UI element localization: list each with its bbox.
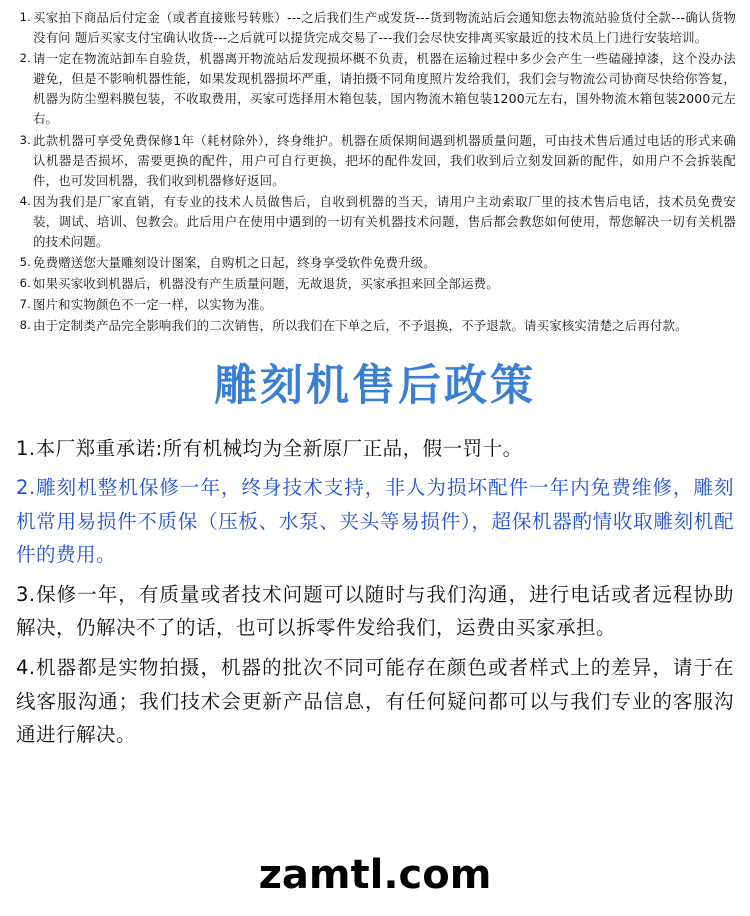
term-number: 6.	[19, 276, 31, 291]
policy-paragraph: 3.保修一年，有质量或者技术问题可以随时与我们沟通，进行电话或者远程协助解决，仍解决不了的话，也可以拆零件发给我们，运费由买家承担。	[16, 582, 734, 640]
term-number: 3.	[19, 132, 31, 147]
term-text: 因为我们是厂家直销，有专业的技术人员做售后，自收到机器的当天，请用户主动索取厂里的技术售后电话，技术员免费安装，调试、培训、包教会。此后用户在使用中遇到的一切有关机器技术问题，售后都会教您如何使用，帮您解决一切有关机器的技术问题。	[33, 193, 736, 250]
term-text: 由于定制类产品完全影响我们的二次销售，所以我们在下单之后，不予退换，不予退款。请买家核实清楚之后再付款。	[33, 318, 688, 334]
list-item	[14, 192, 736, 252]
term-text: 如果买家收到机器后，机器没有产生质量问题，无故退货，买家承担来回全部运费。	[33, 276, 499, 292]
term-number: 2.	[19, 51, 31, 66]
list-item	[14, 274, 736, 294]
term-number: 5.	[19, 255, 31, 270]
site-watermark: zamtl.com	[258, 852, 492, 898]
term-number: 4.	[19, 193, 31, 208]
list-item	[14, 8, 736, 48]
list-item	[14, 295, 736, 315]
term-text: 免费赠送您大量雕刻设计图案，自购机之日起，终身享受软件免费升级。	[33, 255, 436, 271]
term-number: 1.	[19, 10, 31, 24]
list-item	[14, 131, 736, 191]
after-sales-terms-list	[0, 0, 750, 337]
term-text: 图片和实物颜色不一定一样，以实物为准。	[33, 297, 273, 313]
policy-section	[0, 432, 750, 752]
term-text: 请一定在物流站卸车自验货，机器离开物流站后发现损坏概不负责，机器在运输过程中多少会产生一些磕碰掉漆，这个没办法避免，但是不影响机器性能，如果发现机器损坏严重，请拍摄不同角度照片发给我们，我们会与物流公司协商尽快给你答复，机器为防尘塑料膜包装，不收取费用，买家可选择用木箱包装，国内物流木箱包装1200元左右，国外物流木箱包装2000元左右。	[33, 51, 736, 127]
policy-paragraph: 4.机器都是实物拍摄，机器的批次不同可能存在颜色或者样式上的差异，请于在线客服沟通；我们技术会更新产品信息，有任何疑问都可以与我们专业的客服沟通进行解决。	[16, 655, 734, 747]
list-item	[14, 49, 736, 129]
policy-paragraph: 1.本厂郑重承诺:所有机械均为全新原厂正品，假一罚十。	[16, 436, 523, 460]
policy-paragraph-highlighted: 2.雕刻机整机保修一年，终身技术支持，非人为损坏配件一年内免费维修，雕刻机常用易损件不质保（压板、水泵、夹头等易损件），超保机器酌情收取雕刻机配件的费用。	[16, 476, 734, 567]
list-item	[14, 316, 736, 336]
term-text: 此款机器可享受免费保修1年（耗材除外），终身维护。机器在质保期间遇到机器质量问题，可由技术售后通过电话的形式来确认机器是否损坏，需要更换的配件，用户可自行更换，把坏的配件发回，我们收到后立刻发回新的配件，如用户不会拆装配件，也可发回机器，我们收到机器修好返回。	[33, 132, 736, 188]
term-number: 8.	[19, 318, 31, 333]
term-number: 7.	[19, 297, 31, 312]
page-title: 雕刻机售后政策	[214, 360, 536, 411]
term-text: 买家拍下商品后付定金（或者直接账号转账）---之后我们生产或发货---货到物流站后会通知您去物流站验货付全款---确认货物没有问 题后买家支付宝确认收货---之后就可以提货完成交易了---我们会尽快安排离买家最近的技术员上门进行安装培训。	[33, 10, 736, 46]
list-item	[14, 253, 736, 273]
